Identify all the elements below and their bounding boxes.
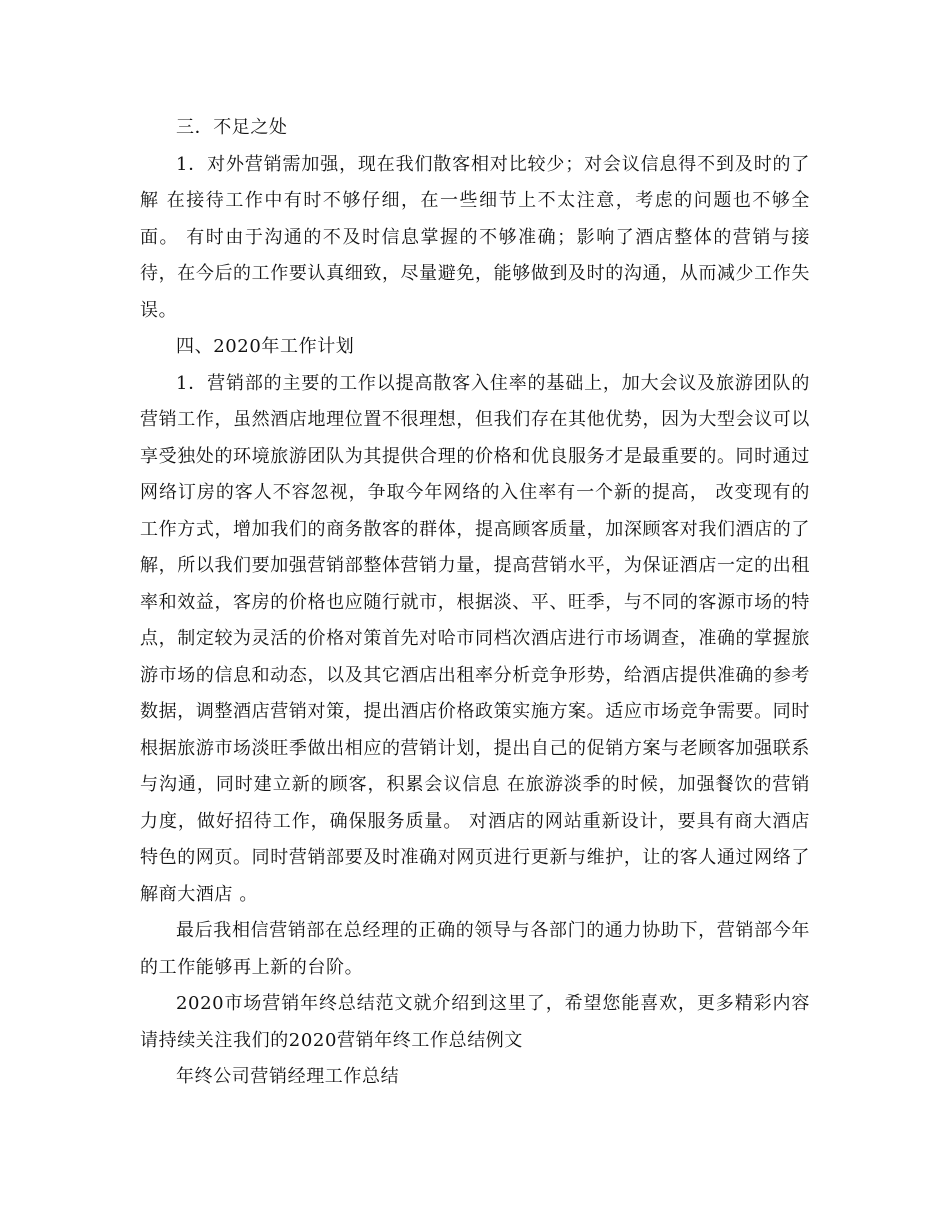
section-heading-shortcomings: 三．不足之处 — [176, 117, 288, 138]
paragraph-closing-note: 2020市场营销年终总结范文就介绍到这里了，希望您能喜欢，更多精彩内容请持续关注我们的2020营销年终工作总结例文 — [140, 993, 810, 1051]
document-body — [140, 110, 810, 1096]
paragraph-work-plan-1: 1．营销部的主要的工作以提高散客入住率的基础上，加大会议及旅游团队的营销工作，虽然酒店地理位置不很理想，但我们存在其他优势，因为大型会议可以享受独处的环境旅游团队为其提供合理的价格和优良服务才是最重要的。同时通过网络订房的客人不容忽视，争取今年网络的入住率有一个新的提高， 改变现有的工作方式，增加我们的商务散客的群体，提高顾客质量，加深顾客对我们酒店的了解，所以我们要加强营销部整体营销力量，提高营销水平，为保证酒店一定的出租率和效益，客房的价格也应随行就市，根据淡、平、旺季，与不同的客源市场的特点，制定较为灵活的价格对策首先对哈市同档次酒店进行市场调查，准确的掌握旅游市场的信息和动态，以及其它酒店出租率分析竞争形势，给酒店提供准确的参考数据，调整酒店营销对策，提出酒店价格政策实施方案。适应市场竞争需要。同时根据旅游市场淡旺季做出相应的营销计划，提出自己的促销方案与老顾客加强联系与沟通，同时建立新的顾客，积累会议信息 在旅游淡季的时候，加强餐饮的营销力度，做好招待工作，确保服务质量。 对酒店的网站重新设计，要具有商大酒店特色的网页。同时营销部要及时准确对网页进行更新与维护，让的客人通过网络了解商大酒店 。 — [140, 372, 810, 905]
paragraph-shortcomings-1: 1．对外营销需加强，现在我们散客相对比较少；对会议信息得不到及时的了解 在接待工作中有时不够仔细，在一些细节上不太注意，考虑的问题也不够全面。 有时由于沟通的不及时信息掌握的不够准确；影响了酒店整体的营销与接待，在今后的工作要认真细致，尽量避免，能够做到及时的沟通，从而减少工作失误。 — [140, 153, 810, 321]
paragraph-conclusion: 最后我相信营销部在总经理的正确的领导与各部门的通力协助下，营销部今年的工作能够再上新的台阶。 — [140, 920, 810, 978]
paragraph-related-title: 年终公司营销经理工作总结 — [176, 1066, 400, 1087]
section-heading-work-plan: 四、2020年工作计划 — [176, 336, 355, 357]
